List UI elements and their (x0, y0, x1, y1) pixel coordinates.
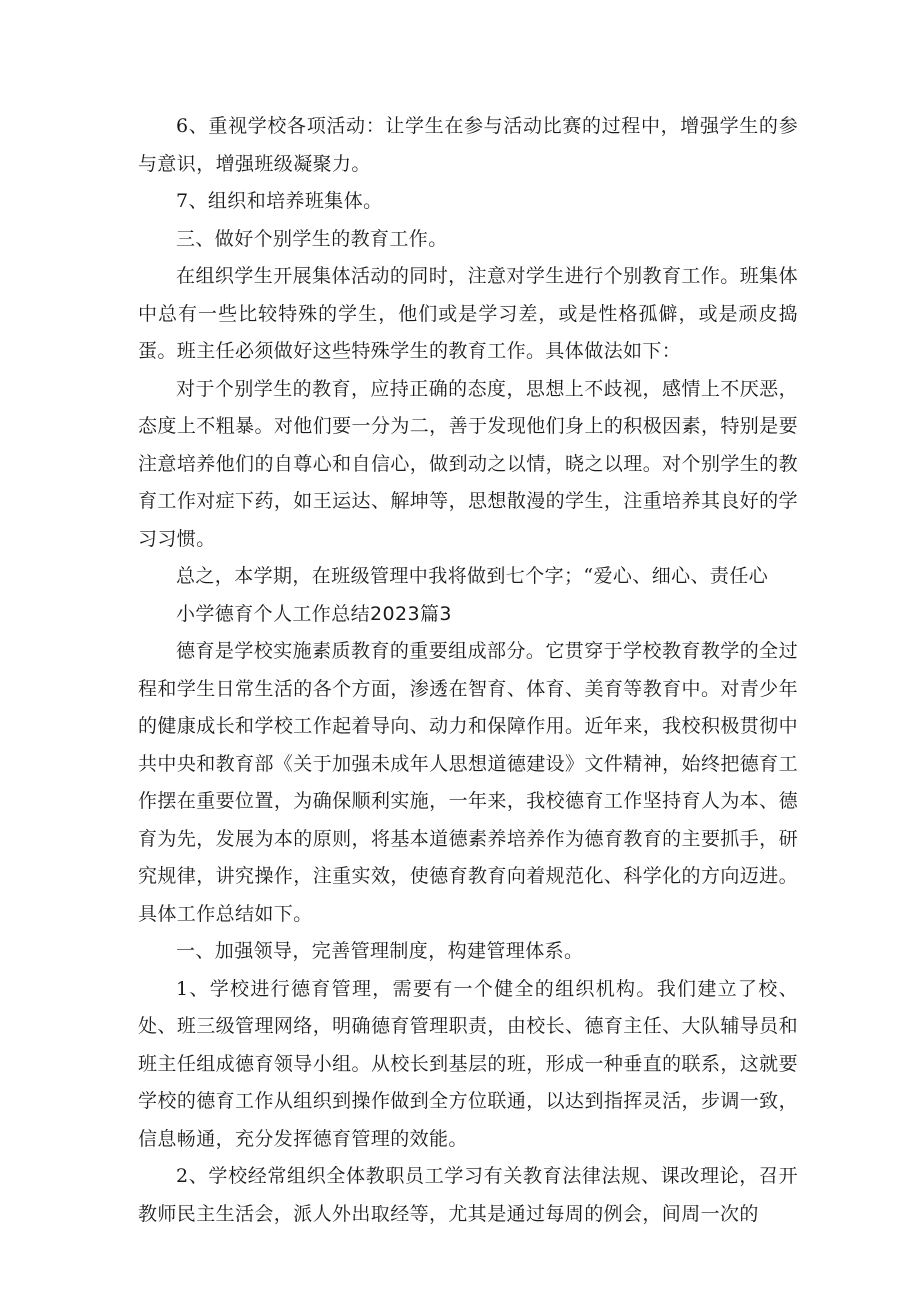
section-heading-leadership: 一、加强领导，完善管理制度，构建管理体系。 (176, 940, 584, 962)
paragraph-moral-education-intro: 德育是学校实施素质教育的重要组成部分。它贯穿于学校教育教学的全过程和学生日常生活的各个方面，渗透在智育、体育、美育等教育中。对青少年的健康成长和学校工作起着导向、动力和保障作用。近年来，我校积极贯彻中共中央和教育部《关于加强未成年人思想道德建设》文件精神，始终把德育工作摆在重要位置，为确保顺利实施，一年来，我校德育工作坚持育人为本、德育为先，发展为本的原则，将基本道德素养培养作为德育教育的主要抓手，研究规律，讲究操作，注重实效，使德育教育向着规范化、科学化的方向迈进。具体工作总结如下。 (138, 640, 798, 925)
document-page (138, 108, 798, 1233)
paragraph-individual-education-intro: 在组织学生开展集体活动的同时，注意对学生进行个别教育工作。班集体中总有一些比较特殊的学生，他们或是学习差，或是性格孤僻，或是顽皮捣蛋。班主任必须做好这些特殊学生的教育工作。具体做法如下： (138, 265, 798, 362)
paragraph-point-2: 2、学校经常组织全体教职员工学习有关教育法律法规、课改理论，召开教师民主生活会，派人外出取经等，尤其是通过每周的例会，间周一次的 (138, 1165, 798, 1225)
paragraph-individual-education-method: 对于个别学生的教育，应持正确的态度，思想上不歧视，感情上不厌恶，态度上不粗暴。对他们要一分为二，善于发现他们身上的积极因素，特别是要注意培养他们的自尊心和自信心，做到动之以情，晓之以理。对个别学生的教育工作对症下药，如王运达、解坤等，思想散漫的学生，注重培养其良好的学习习惯。 (138, 377, 798, 550)
paragraph-point-1: 1、学校进行德育管理，需要有一个健全的组织机构。我们建立了校、处、班三级管理网络，明确德育管理职责，由校长、德育主任、大队辅导员和班主任组成德育领导小组。从校长到基层的班，形成一种垂直的联系，这就要学校的德育工作从组织到操作做到全方位联通，以达到指挥灵活，步调一致，信息畅通，充分发挥德育管理的效能。 (138, 977, 798, 1150)
paragraph-item-6: 6、重视学校各项活动：让学生在参与活动比赛的过程中，增强学生的参与意识，增强班级凝聚力。 (138, 115, 798, 175)
section-heading-individual-education: 三、做好个别学生的教育工作。 (176, 227, 448, 250)
paragraph-summary: 总之，本学期，在班级管理中我将做到七个字；“爱心、细心、责任心 (176, 565, 769, 587)
article-title: 小学德育个人工作总结2023篇3 (176, 602, 452, 625)
paragraph-item-7: 7、组织和培养班集体。 (176, 190, 383, 212)
